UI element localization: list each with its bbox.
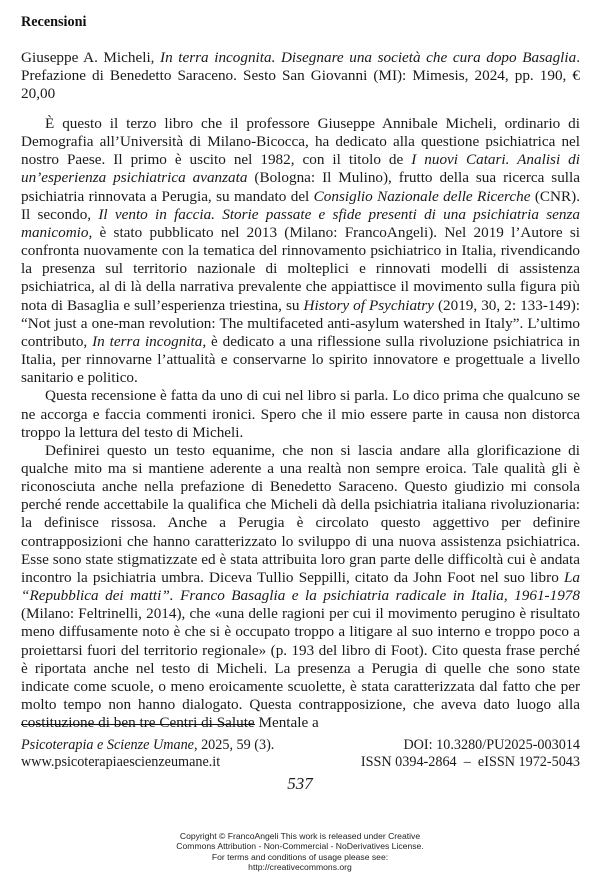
journal-citation: Psicoterapia e Scienze Umane, 2025, 59 (3). <box>21 737 275 753</box>
paragraph-1: È questo il terzo libro che il professore Giuseppe Annibale Micheli, ordinario di Demografia all’Università di Milano-Bicocca, ha dedicato alla questione psichiatrica nel nostro Paese. Il primo è uscito nel 1982, con il titolo de I nuovi Catari. Analisi di un’esperienza psichiatrica avanzata (Bologna: Il Mulino), frutto della sua ricerca sulla psichiatria rinnovata a Perugia, su mandato del Consiglio Nazionale delle Ricerche (CNR). Il secondo, Il vento in faccia. Storie passate e sfide presenti di una psichiatria senza manicomio, è stato pubblicato nel 2013 (Milano: FrancoAngeli). Nel 2019 l’Autore si confronta nuovamente con la tematica del rinnovamento psichiatrico in Italia, rivendicando la presenza sul territorio nazionale di molteplici e rinnovati modelli di assistenza psichiatrica, al di là della narrativa prevalente che appiattisce il movimento sulla figura più nota di Basaglia e sull’esperienza triestina, su History of Psychiatry (2019, 30, 2: 133-149): “Not just a one-man revolution: The multifaceted anti-asylum watershed in Italy”. L’ultimo contributo, In terra incognita, è dedicato a una riflessione sulla rivoluzione psichiatrica in Italia, per rinnovarne l’attualità e conservarne lo spirito innovatore e progettuale a livello sanitario e politico. <box>21 115 580 387</box>
book-citation <box>21 49 580 104</box>
journal-name: Psicoterapia e Scienze Umane <box>21 737 194 753</box>
paragraph-2: Questa recensione è fatta da uno di cui nel libro si parla. Lo dico prima che qualcuno se ne accorga e faccia commenti ironici. Spero che il mio essere parte in causa non distorca troppo la lettura del testo di Micheli. <box>21 387 580 441</box>
issn: ISSN 0394-2864 – eISSN 1972-5043 <box>360 753 580 770</box>
citation-title: In terra incognita. Disegnare una società che cura dopo Basaglia <box>160 49 577 66</box>
section-title: Recensioni <box>21 14 87 30</box>
footer-rule <box>21 724 255 725</box>
paragraph-3: Definirei questo un testo equanime, che non si lascia andare alla glorificazione di qualche mito ma si mantiene aderente a una realtà non sempre eroica. Tale qualità gli è riconosciuta anche nella prefazione di Benedetto Saraceno. Questo giudizio mi consola perché rende accettabile la qualifica che Micheli dà della psichiatria italiana rivoluzionaria: la definisce rissosa. Anche a Perugia è circolato questo aggettivo per definire contrapposizioni che hanno caratterizzato lo sviluppo di una nuova assistenza psichiatrica. Esse sono state stigmatizzate ed è stata attribuita loro gran parte delle difficoltà cui è andata incontro la psichiatria umbra. Diceva Tullio Seppilli, citato da John Foot nel suo libro La “Repubblica dei matti”. Franco Basaglia e la psichiatria radicale in Italia, 1961-1978 (Milano: Feltrinelli, 2014), che «una delle ragioni per cui il movimento perugino è risultato meno diffusamente noto è che si è occupato troppo a litigare al suo interno e troppo poco a proiettarsi fuori del territorio regionale» (p. 193 del libro di Foot). Cito questa frase perché è riportata anche nel testo di Micheli. La presenza a Perugia di quelle che sono state indicate come scuole, o meno eroicamente scuolette, è stata caratterizzata dal fatto che per molto tempo non hanno dialogato. Questa contrapposizione, che aveva dato luogo alla costituzione di ben tre Centri di Salute Mentale a <box>21 441 580 732</box>
review-body <box>21 115 580 732</box>
title-vento-in-faccia: Il vento in faccia. Storie passate e sfide presenti di una psichiatria senza manicomio <box>21 205 580 241</box>
journal-website: www.psicoterapiaescienzeumane.it <box>21 753 221 770</box>
footer-left <box>21 737 274 770</box>
license-link[interactable]: http://creativecommons.org <box>248 862 352 873</box>
title-nuovi-catari: I nuovi Catari. Analisi di un’esperienza psichiatrica avanzata <box>21 151 580 187</box>
citation-author: Giuseppe A. Micheli, <box>21 49 161 66</box>
title-in-terra-incognita: In terra incognita, <box>92 332 207 350</box>
footer-right <box>361 737 580 770</box>
journal-history-of-psychiatry: History of Psychiatry <box>303 296 434 314</box>
citation-details: . Prefazione di Benedetto Saraceno. Sesto San Giovanni (MI): Mimesis, 2024, pp. 190, € 20,00 <box>21 49 580 103</box>
title-repubblica-dei-matti: La “Repubblica dei matti”. Franco Basaglia e la psichiatria radicale in Italia, 1961-1978 <box>21 568 580 605</box>
license-notice: Copyright © FrancoAngeli This work is released under Creative Commons Attribution - Non-Commercial - NoDerivatives License. For terms and conditions of usage please see: http://creativecommons.org <box>0 831 600 873</box>
cnr-name: Consiglio Nazionale delle Ricerche <box>313 187 531 205</box>
page-number: 537 <box>287 774 313 793</box>
doi: DOI: 10.3280/PU2025-003014 <box>403 737 580 753</box>
